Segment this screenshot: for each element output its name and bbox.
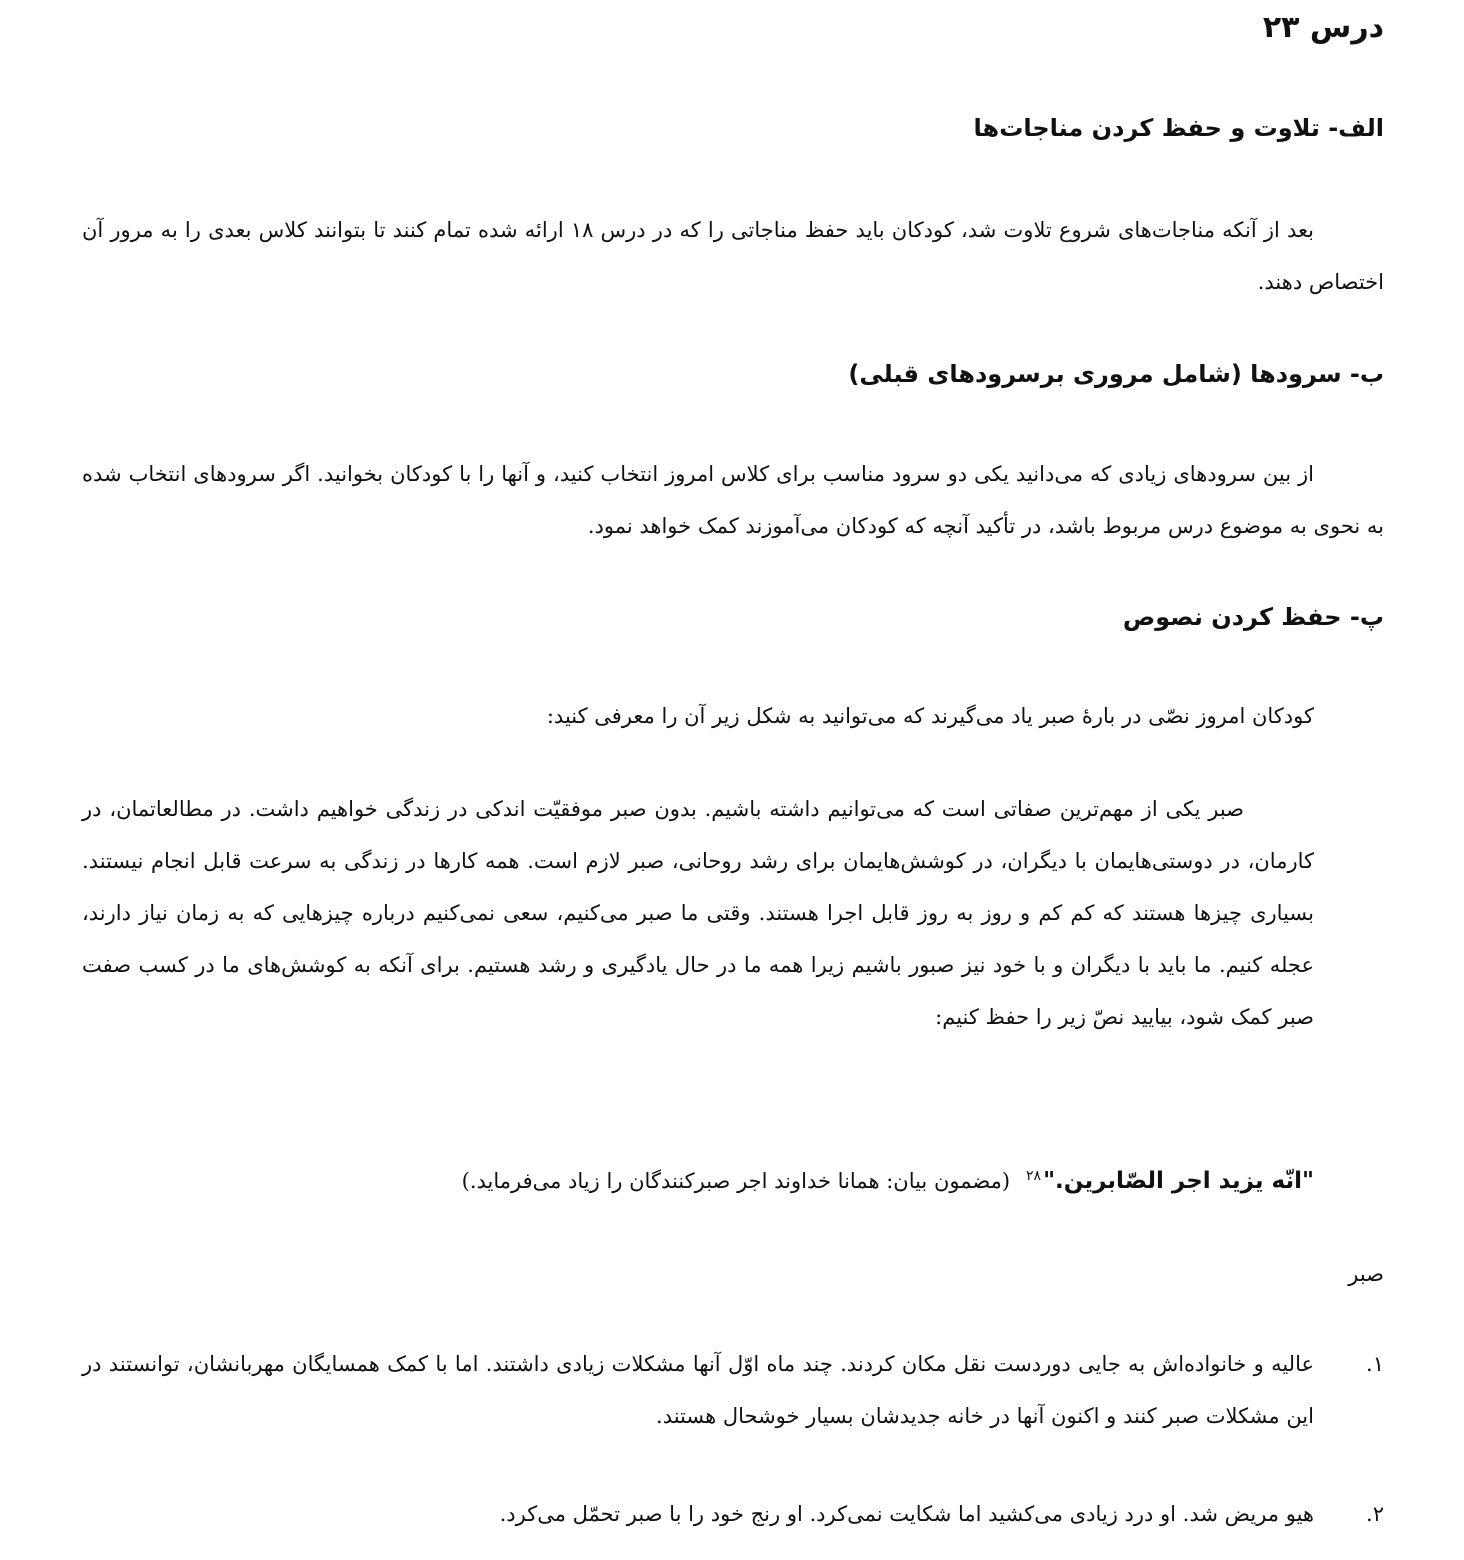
quote-meaning: (مضمون بیان: همانا خداوند اجر صبرکنندگان را زیاد می‌فرماید.) xyxy=(461,1169,1011,1193)
lesson-title: درس ۲۳ xyxy=(1262,10,1384,45)
patience-passage: صبر یکی از مهم‌ترین صفاتی است که می‌توانیم داشته باشیم. بدون صبر موفقیّت اندکی در زندگی خواهیم داشت. در مطالعاتمان، در کارمان، در دوستی‌هایمان با دیگران، در کوشش‌هایمان برای رشد روحانی، صبر لازم است. همه کارها در زندگی به سرعت قابل انجام نیستند. بسیاری چیزها هستند که کم کم و روز به روز قابل اجرا هستند. وقتی ما صبر می‌کنیم، سعی نمی‌کنیم درباره چیزهایی که به زمان نیاز دارند، عجله کنیم. ما باید با دیگران و با خود نیز صبور باشیم زیرا همه ما در حال یادگیری و رشد هستیم. برای آنکه به کوشش‌های ما در کسب صفت صبر کمک شود، بیایید نصّ زیر را حفظ کنیم: xyxy=(82,797,1314,1029)
list-item-number: ۱. xyxy=(1366,1352,1384,1376)
section-b-heading: ب- سرودها (شامل مروری برسرودهای قبلی) xyxy=(848,360,1384,388)
section-a-heading: الف- تلاوت و حفظ کردن مناجات‌ها xyxy=(973,114,1384,142)
quote-line xyxy=(82,1156,1314,1201)
section-p-intro: کودکان امروز نصّی در بارهٔ صبر یاد می‌گیرند که می‌توانید به شکل زیر آن را معرفی کنید: xyxy=(546,704,1314,728)
list-item xyxy=(82,1488,1384,1540)
list-item-number: ۲. xyxy=(1366,1502,1384,1526)
section-b-paragraph: از بین سرودهای زیادی که می‌دانید یکی دو سرود مناسب برای کلاس امروز انتخاب کنید، و آنها را با کودکان بخوانید. اگر سرودهای انتخاب شده به نحوی به موضوع درس مربوط باشد، در تأکید آنچه که کودکان می‌آموزند کمک خواهد نمود. xyxy=(82,462,1384,538)
quote-text: "انّه یزید اجر الصّابرین." xyxy=(1043,1168,1314,1194)
list-item-text: هیو مریض شد. او درد زیادی می‌کشید اما شکایت نمی‌کرد. او رنج خود را با صبر تحمّل می‌کرد. xyxy=(499,1502,1314,1526)
section-p-heading: پ- حفظ کردن نصوص xyxy=(1122,603,1384,631)
story-section-label: صبر xyxy=(1348,1262,1384,1286)
list-item xyxy=(82,1338,1384,1442)
list-item-text: عالیه و خانواده‌اش به جایی دوردست نقل مکان کردند. چند ماه اوّل آنها مشکلات زیادی داشتند. اما با کمک همسایگان مهربانشان، توانستند در این مشکلات صبر کنند و اکنون آنها در خانه جدیدشان بسیار خوشحال هستند. xyxy=(82,1352,1314,1428)
quote-footnote-marker: ۲۸ xyxy=(1026,1168,1042,1184)
section-a-paragraph: بعد از آنکه مناجات‌های شروع تلاوت شد، کودکان باید حفظ مناجاتی را که در درس ۱۸ ارائه شده تمام کنند تا بتوانند کلاس بعدی را به مرور آن اختصاص دهند. xyxy=(82,218,1384,294)
